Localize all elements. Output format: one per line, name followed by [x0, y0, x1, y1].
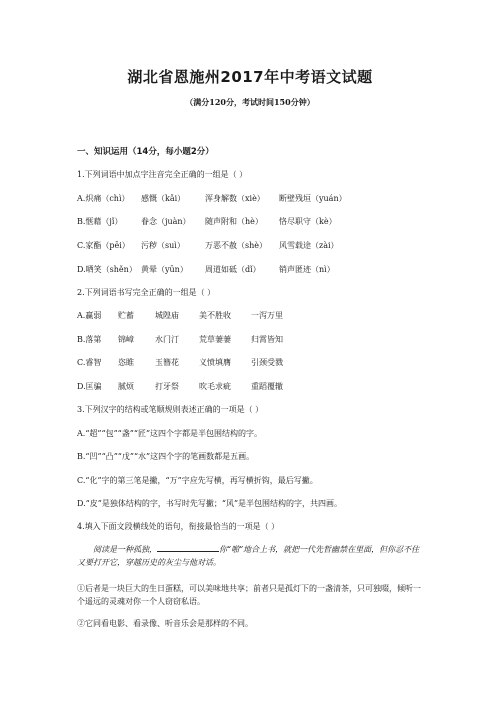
q3-option-a: A.“超”“包”“盏”“匠”这四个字都是半包围结构的字。 — [77, 429, 263, 438]
option-word: C.家酯（pēi） — [77, 241, 130, 250]
option-word: C.睿智 — [77, 358, 102, 367]
question-1-stem: 1.下列词语中加点字注音完全正确的一组是（ ） — [77, 170, 248, 179]
option-word: 浑身解数（xiè） — [205, 194, 265, 203]
option-word: D.哂笑（shěn） — [77, 265, 137, 274]
option-word: B.惬藉（jǐ） — [77, 217, 123, 226]
option-word: 污秽（suì） — [141, 241, 185, 250]
option-word: A.炽痛（chì） — [77, 194, 130, 203]
section-heading: 一、知识运用（14分，每小题2分） — [77, 147, 214, 157]
option-word: 荒草萋萋 — [199, 335, 231, 344]
option-word: 锦嶂 — [118, 335, 134, 344]
option-word: 断壁残垣（yuán） — [279, 194, 347, 203]
option-word: 打牙祭 — [155, 382, 179, 391]
option-word: 恣睢 — [118, 358, 134, 367]
option-word: 引颈受戮 — [251, 358, 283, 367]
question-2-stem: 2.下列词语书写完全正确的一组是（ ） — [77, 288, 216, 297]
option-word: 重蹈覆辙 — [251, 382, 283, 391]
option-word: 眷念（juàn） — [141, 217, 191, 226]
option-word: 一泻万里 — [251, 311, 283, 320]
option-word: 风雪载途（zài） — [279, 241, 339, 250]
option-word: 腻烦 — [118, 382, 134, 391]
option-word: 玉簪花 — [155, 358, 179, 367]
exam-info: （满分120分，考试时间150分钟） — [185, 97, 315, 107]
q4-item-1: ①后者是一块巨大的生日蛋糕，可以美味地共享；前者只是孤灯下的一盏清茶，只可独啜，倾听一个遥远的灵魂对你一个人窃窃私语。 — [77, 584, 421, 606]
option-word: 义愤填膺 — [199, 358, 231, 367]
option-word: B.落第 — [77, 335, 102, 344]
q3-option-b: B.“凹”“凸”“戊”“水”这四个字的笔画数都是五画。 — [77, 452, 255, 461]
q3-option-d: D.“皮”是独体结构的字，书写时先写撇；“风”是半包围结构的字，共四画。 — [77, 499, 343, 508]
question-4-stem: 4.填入下面文段横线处的语句，衔接最恰当的一项是（ ） — [77, 522, 280, 531]
passage-text-after: 你“啪”地合上书，就把一代先哲幽禁在里面，但你忍不住又要打开它，穿越历史的灰尘与他对话。 — [77, 545, 420, 567]
option-word: 吹毛求疵 — [199, 382, 231, 391]
q3-option-c: C.“化”字的第三笔是撇，“万”字应先写横，再写横折钩，最后写撇。 — [77, 476, 318, 485]
option-word: 美不胜收 — [199, 311, 231, 320]
q4-item-2: ②它同看电影、看录像、听音乐会是那样的不同。 — [77, 619, 253, 628]
option-word: 万恶不赦（shè） — [205, 241, 267, 250]
option-word: 周道如砥（dǐ） — [205, 265, 261, 274]
q4-passage — [77, 543, 427, 569]
option-word: 恪尽职守（kè） — [279, 217, 337, 226]
page-title: 湖北省恩施州2017年中考语文试题 — [127, 68, 373, 86]
option-word: A.赢弱 — [77, 311, 102, 320]
option-word: 贮蓄 — [118, 311, 134, 320]
option-word: 感慨（kǎi） — [141, 194, 186, 203]
question-3-stem: 3.下列汉字的结构或笔顺规则表述正确的一项是（ ） — [77, 405, 264, 414]
option-word: D.匡骗 — [77, 382, 102, 391]
option-word: 黄晕（yūn） — [141, 265, 188, 274]
passage-text-before: 阅读是一种孤独， — [93, 545, 157, 554]
option-word: 城隍庙 — [155, 311, 179, 320]
option-word: 随声附和（hè） — [205, 217, 263, 226]
option-word: 水门汀 — [155, 335, 179, 344]
option-word: 销声匿迹（nì） — [279, 265, 335, 274]
option-word: 归霄皆知 — [251, 335, 283, 344]
answer-blank — [157, 543, 219, 552]
